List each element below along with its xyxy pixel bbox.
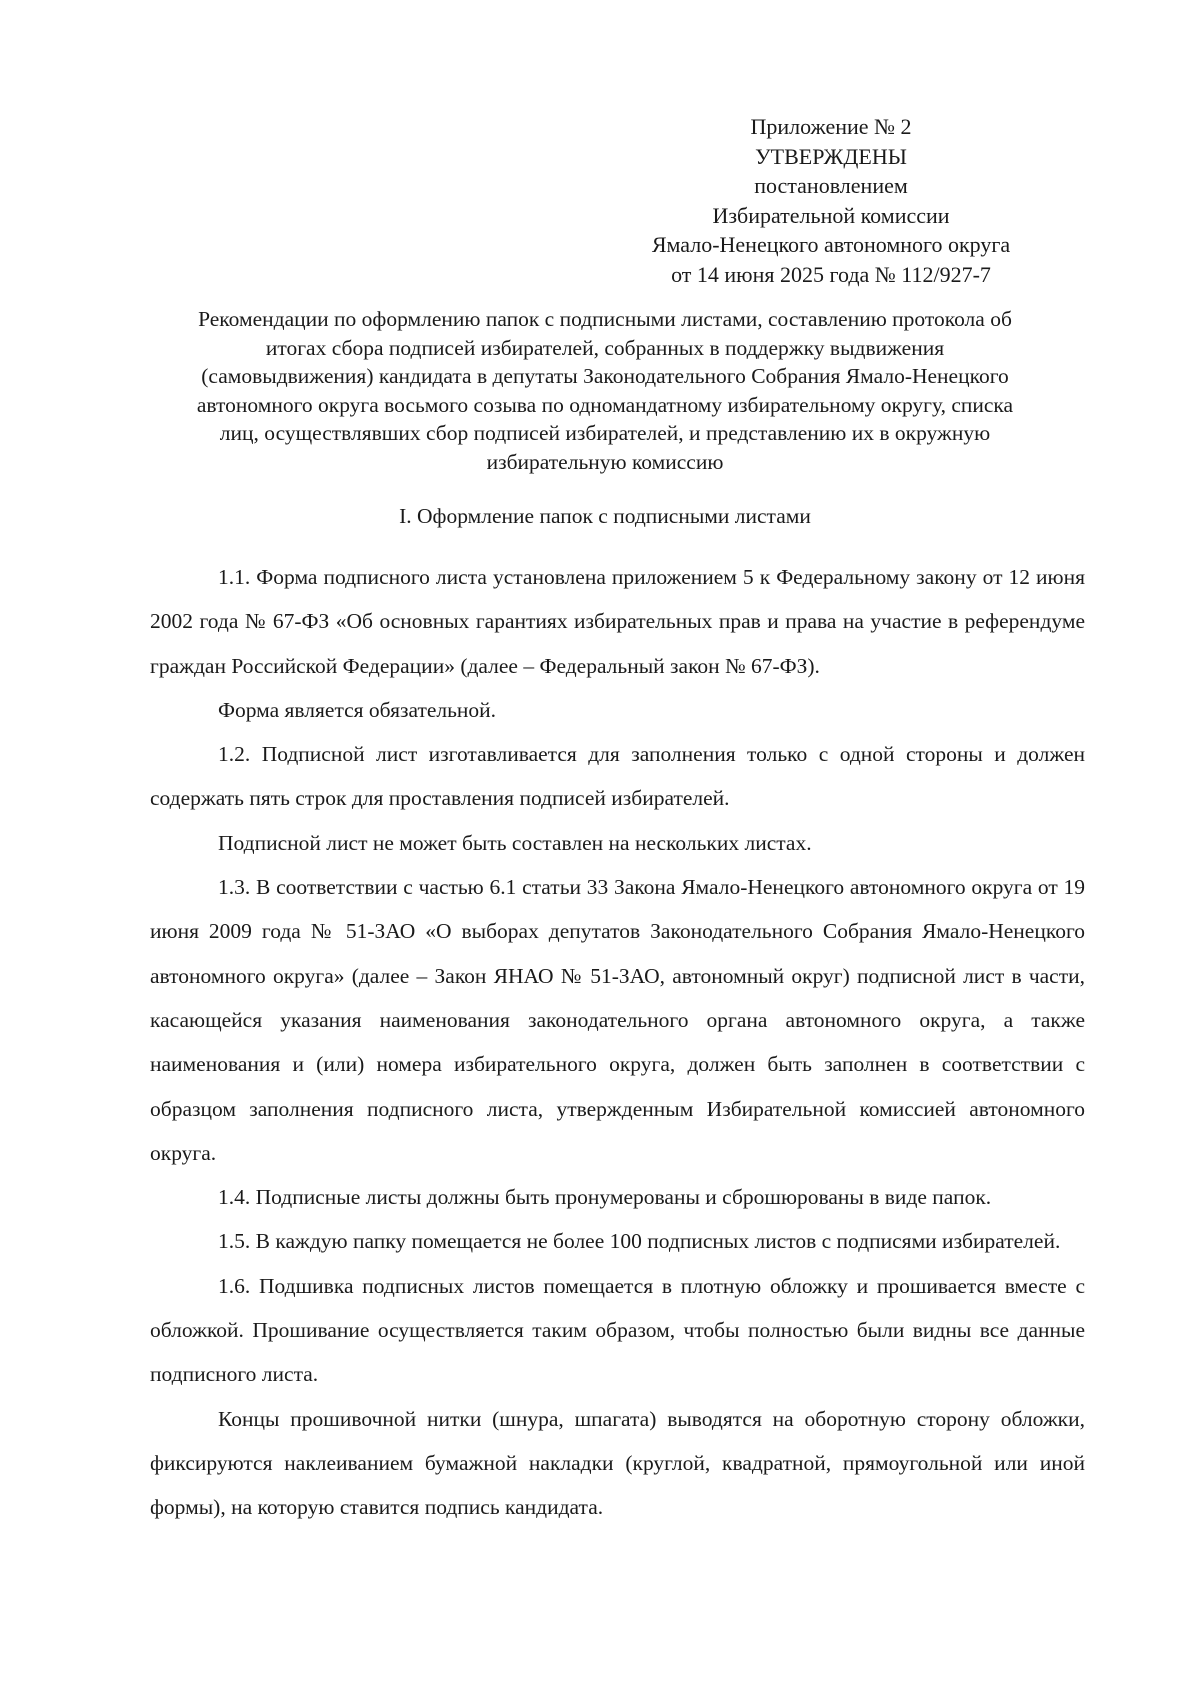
- title-line: (самовыдвижения) кандидата в депутаты Законодательного Собрания Ямало-Ненецкого: [201, 364, 1009, 389]
- section-heading: I. Оформление папок с подписными листами: [399, 504, 811, 528]
- approval-by-resolution: постановлением: [754, 173, 908, 198]
- paragraph-1-6: 1.6. Подшивка подписных листов помещается в плотную обложку и прошивается вместе с обложкой. Прошивание осуществляется таким образом, чтобы полностью были видны все данные подписного листа.: [150, 1273, 1085, 1387]
- approval-date-number: от 14 июня 2025 года № 112/927-7: [671, 261, 991, 287]
- paragraph-1-1: 1.1. Форма подписного листа установлена приложением 5 к Федеральному закону от 12 июня 2002 года № 67-ФЗ «Об основных гарантиях избирательных прав и права на участие в референдуме граждан Российской Федерации» (далее – Федеральный закон № 67-ФЗ).: [150, 565, 1085, 678]
- approval-commission: Избирательной комиссии: [712, 202, 950, 228]
- approved-label: УТВЕРЖДЕНЫ: [755, 143, 907, 169]
- title-line: Рекомендации по оформлению папок с подписными листами, составлению протокола об: [198, 307, 1012, 331]
- paragraph-1-5: 1.5. В каждую папку помещается не более 100 подписных листов с подписями избирателей.: [218, 1229, 1061, 1254]
- paragraph-thread-ends: Концы прошивочной нитки (шнура, шпагата) выводятся на оборотную сторону обложки, фиксируются наклеиванием бумажной накладки (круглой, квадратной, прямоугольной или иной формы), на которую ставится подпись кандидата.: [150, 1406, 1085, 1520]
- paragraph-1-4: 1.4. Подписные листы должны быть пронумерованы и сброшюрованы в виде папок.: [218, 1185, 992, 1210]
- title-line: избирательную комиссию: [486, 449, 724, 474]
- appendix-number: Приложение № 2: [750, 114, 912, 139]
- paragraph-1-3: 1.3. В соответствии с частью 6.1 статьи 33 Закона Ямало-Ненецкого автономного округа от 19 июня 2009 года № 51-ЗАО «О выборах депутатов Законодательного Собрания Ямало-Ненецкого автономного округа» (далее – Закон ЯНАО № 51-ЗАО, автономный округ) подписной лист в части, касающейся указания наименования законодательного органа автономного округа, а также наименования и (или) номера избирательного округа, должен быть заполнен в соответствии с образцом заполнения подписного листа, утвержденным Избирательной комиссией автономного округа.: [150, 875, 1085, 1165]
- title-line: автономного округа восьмого созыва по одномандатному избирательному округу, списка: [196, 392, 1014, 417]
- title-line: лиц, осуществлявших сбор подписей избирателей, и представлению их в окружную: [219, 421, 991, 446]
- title-line: итогах сбора подписей избирателей, собранных в поддержку выдвижения: [265, 335, 945, 360]
- approval-block: [596, 112, 1066, 289]
- approval-region: Ямало-Ненецкого автономного округа: [651, 232, 1011, 257]
- document-title: [140, 305, 1070, 477]
- document-body: [150, 555, 1085, 1530]
- paragraph-form-mandatory: Форма является обязательной.: [218, 697, 497, 722]
- paragraph-single-sheet: Подписной лист не может быть составлен на нескольких листах.: [218, 830, 812, 855]
- paragraph-1-2: 1.2. Подписной лист изготавливается для заполнения только с одной стороны и должен содержать пять строк для проставления подписей избирателей.: [150, 742, 1085, 811]
